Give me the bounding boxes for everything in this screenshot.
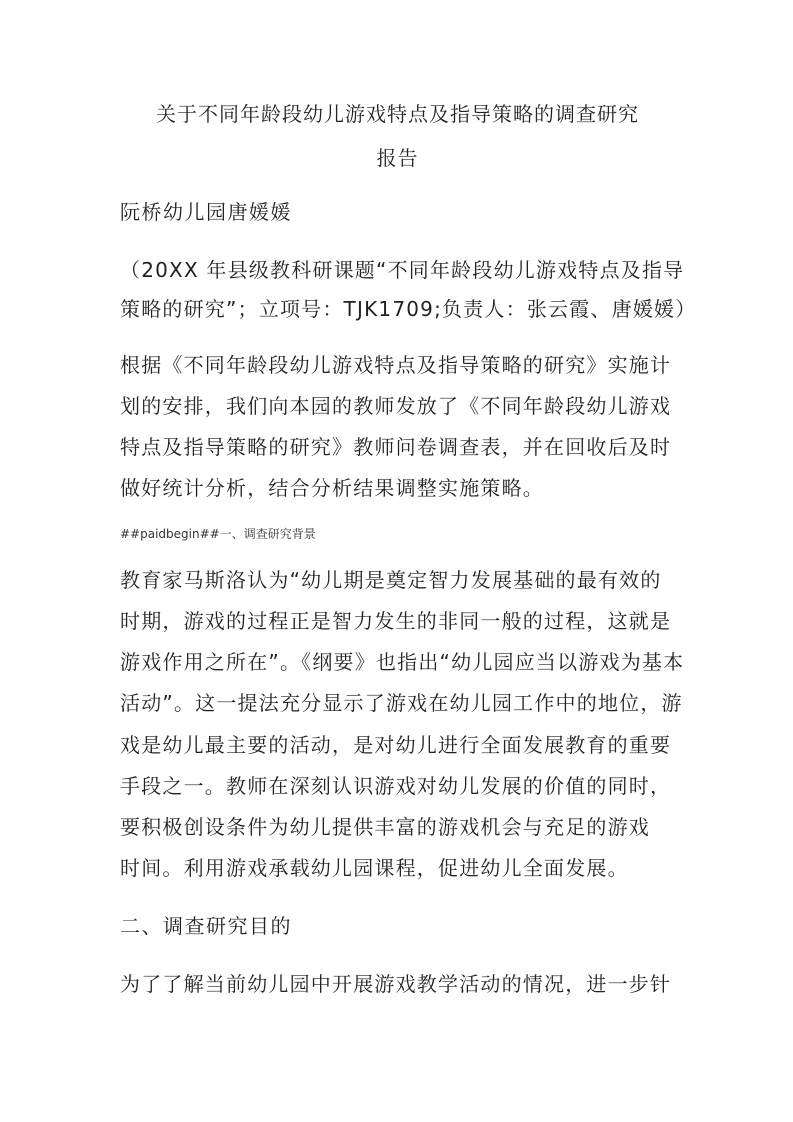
paragraph-line: （20XX 年县级教科研课题“不同年龄段幼儿游戏特点及指导: [120, 258, 685, 282]
paragraph-line: 特点及指导策略的研究》教师问卷调查表，并在回收后及时: [120, 435, 672, 459]
paragraph-line: 戏是幼儿最主要的活动，是对幼儿进行全面发展教育的重要: [120, 733, 672, 757]
paragraph-line: 教育家马斯洛认为“幼儿期是奠定智力发展基础的最有效的: [120, 568, 662, 592]
paragraph-line: 策略的研究”；立项号：TJK1709;负责人：张云霞、唐媛媛）: [120, 297, 697, 321]
paragraph-line: 做好统计分析，结合分析结果调整实施策略。: [120, 476, 544, 500]
paragraph-line: 游戏作用之所在”。《纲要》也指出“幼儿园应当以游戏为基本: [120, 650, 685, 674]
document-title-line-1: 关于不同年龄段幼儿游戏特点及指导策略的调查研究: [156, 102, 639, 126]
document-title-line-2: 报告: [376, 146, 419, 170]
section-1-heading: ##paidbegin##一、调查研究背景: [120, 527, 316, 541]
section-2-heading: 二、调查研究目的: [120, 914, 292, 938]
paragraph-line: 为了了解当前幼儿园中开展游戏教学活动的情况，进一步针: [120, 972, 672, 996]
paragraph-line: 活动”。这一提法充分显示了游戏在幼儿园工作中的地位，游: [120, 691, 683, 715]
paragraph-line: 划的安排，我们向本园的教师发放了《不同年龄段幼儿游戏: [120, 394, 672, 418]
paragraph-line: 手段之一。教师在深刻认识游戏对幼儿发展的价值的同时，: [120, 774, 672, 798]
paragraph-line: 时间。利用游戏承载幼儿园课程，促进幼儿全面发展。: [120, 856, 629, 880]
author-line: 阮桥幼儿园唐媛媛: [120, 200, 292, 224]
paragraph-line: 时期，游戏的过程正是智力发生的非同一般的过程，这就是: [120, 609, 672, 633]
paragraph-line: 根据《不同年龄段幼儿游戏特点及指导策略的研究》实施计: [120, 353, 672, 377]
paragraph-line: 要积极创设条件为幼儿提供丰富的游戏机会与充足的游戏: [120, 815, 650, 839]
